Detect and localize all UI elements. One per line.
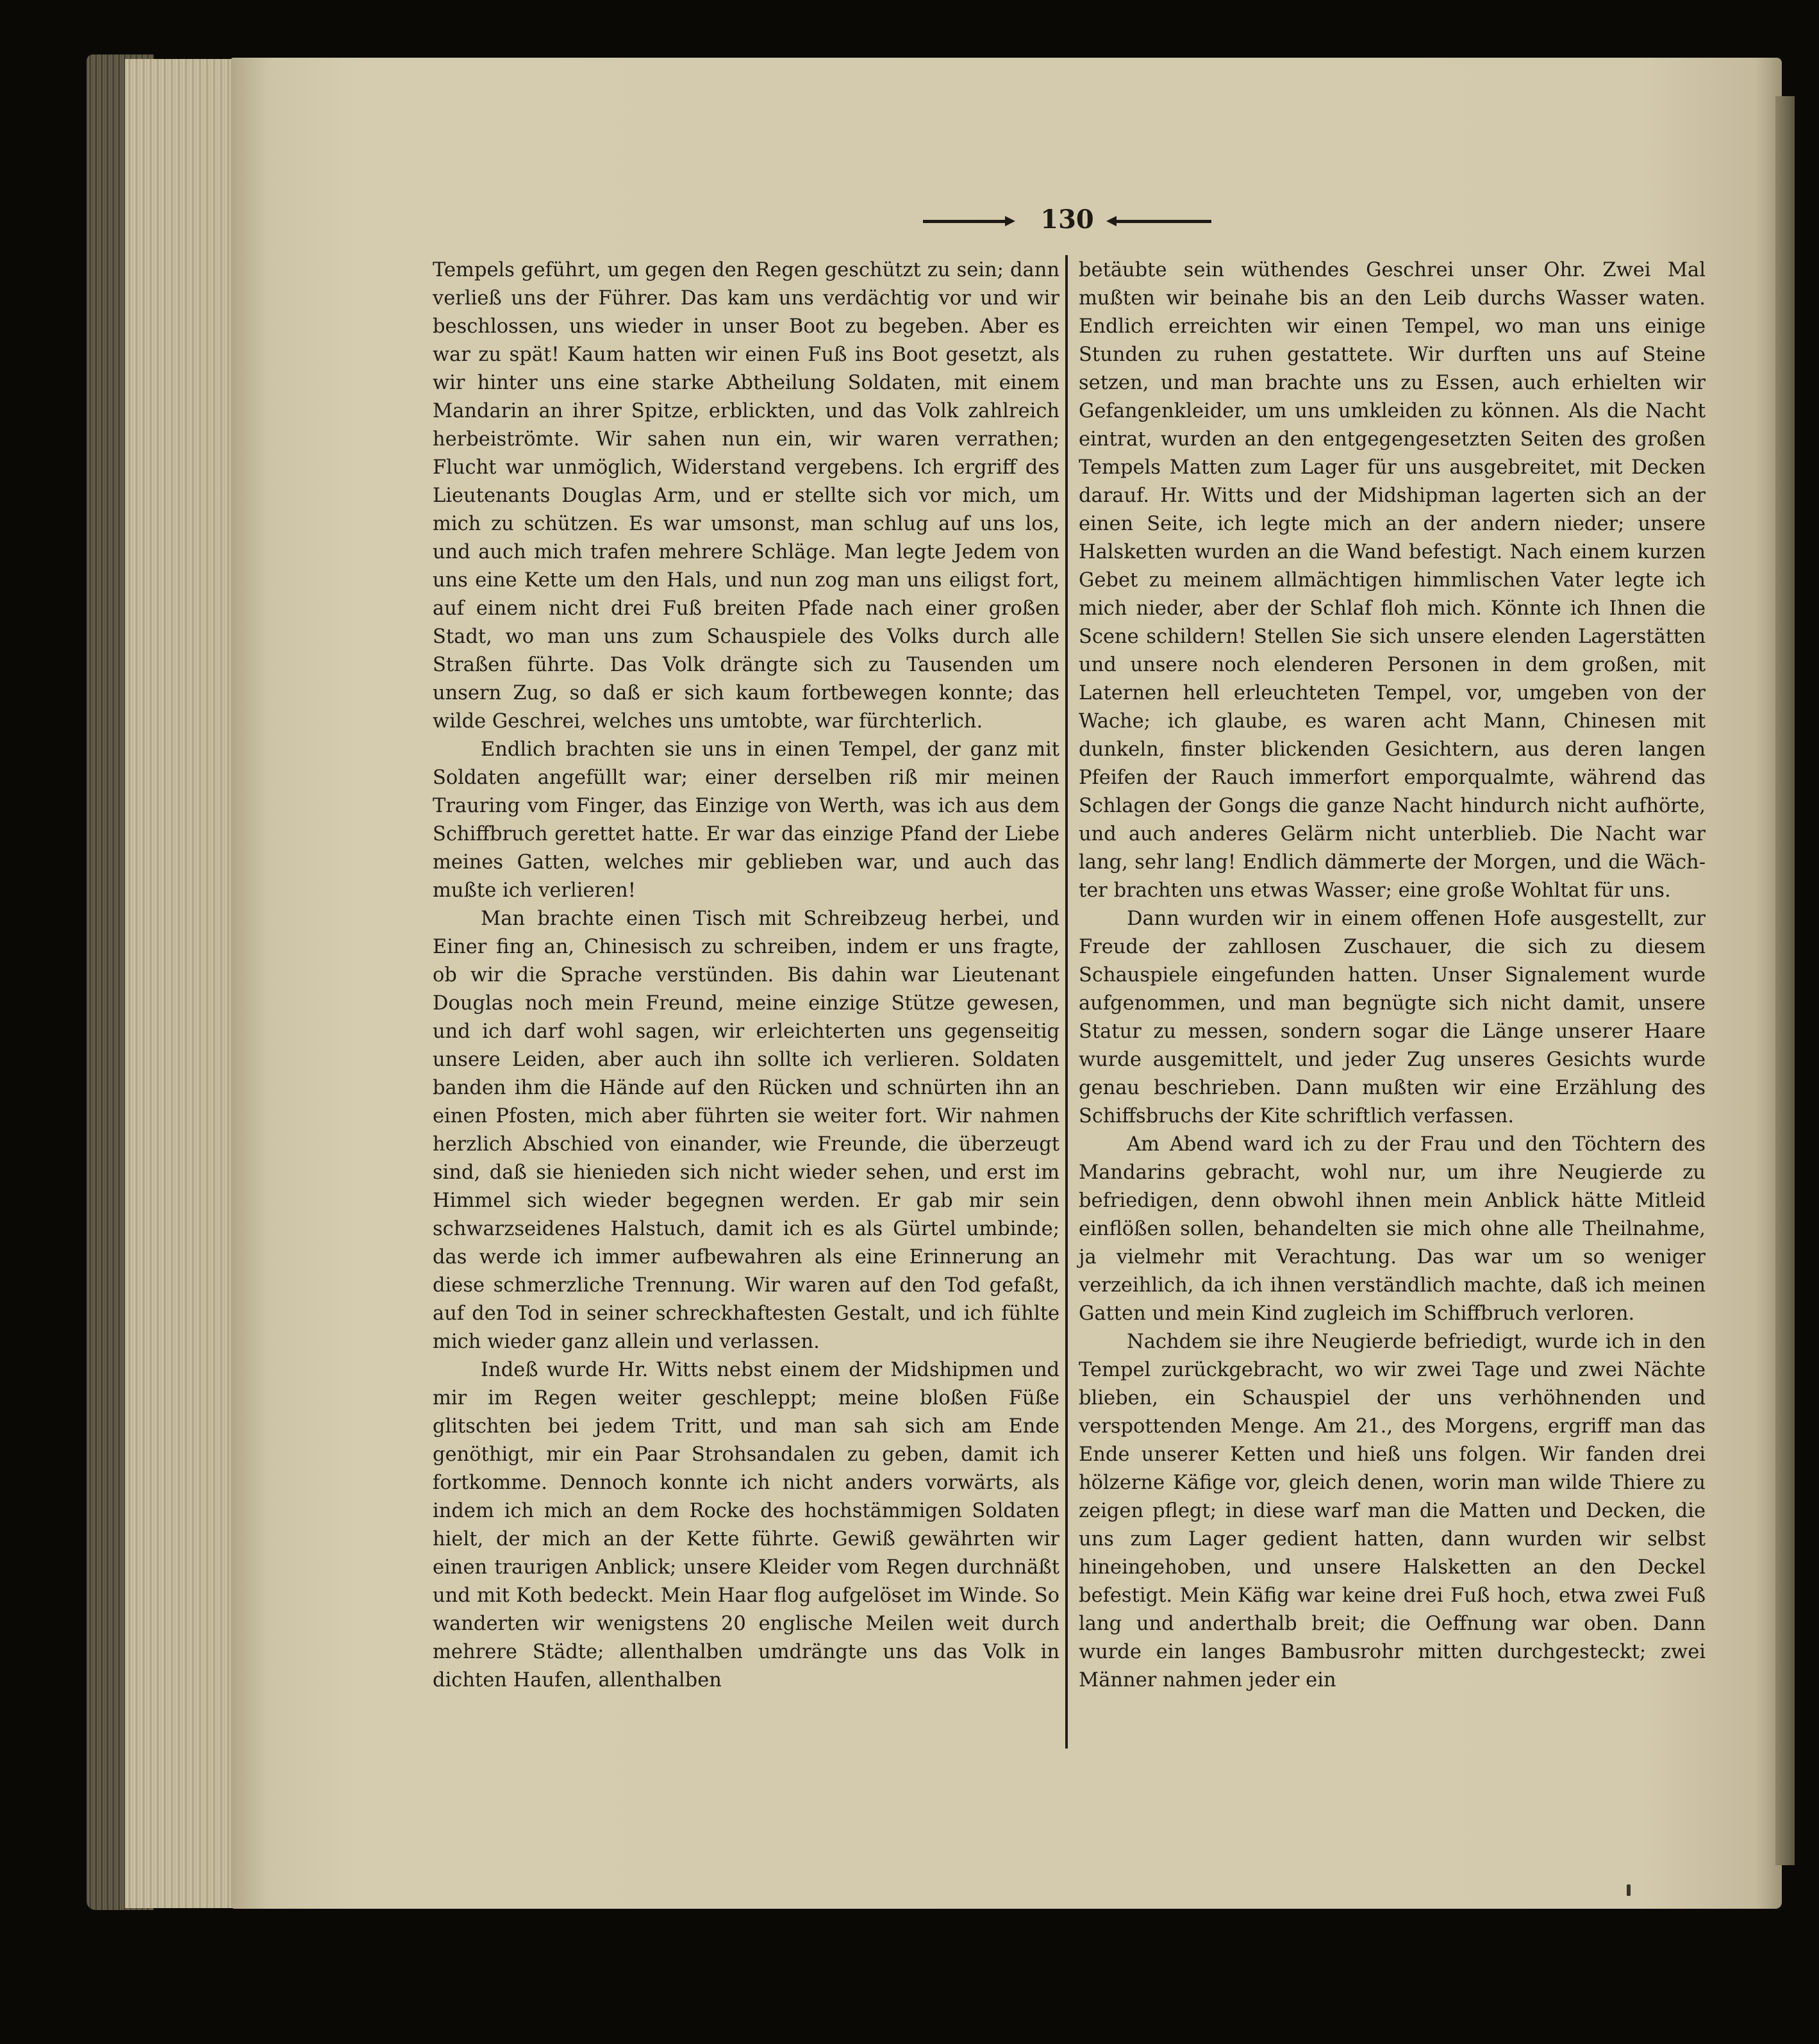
page-stack-edges (125, 59, 240, 1908)
right-text-column (1079, 256, 1706, 1769)
left-paragraph-1: Tempels geführt, um gegen den Regen geschützt zu sein; dann verließ uns der Führer. Das kam uns verdächtig vor und wir beschlossen, uns wieder in unser Boot zu begeben. Aber es war zu spät! Kaum hatten wir einen Fuß ins Boot gesetzt, als wir hinter uns eine starke Abtheilung Soldaten, mit einem Mandarin an ihrer Spitze, erblickten, und das Volk zahlreich herbeiströmte. Wir sahen nun ein, wir waren verrathen; Flucht war unmöglich, Widerstand vergebens. Ich ergriff des Lieutenants Douglas Arm, und er stellte sich vor mich, um mich zu schützen. Es war umsonst, man schlug auf uns los, und auch mich trafen mehrere Schläge. Man legte Jedem von uns eine Kette um den Hals, und nun zog man uns eiligst fort, auf einem nicht drei Fuß breiten Pfade nach einer großen Stadt, wo man uns zum Schauspiele des Volks durch alle Straßen führte. Das Volk drängte sich zu Tausenden um unsern Zug, so daß er sich kaum fortbewegen konnte; das wilde Geschrei, welches uns umtobte, war fürchterlich. (433, 259, 1059, 733)
ink-speck (1627, 1884, 1631, 1896)
left-paragraph-3: Man brachte einen Tisch mit Schreibzeug herbei, und Einer fing an, Chinesisch zu schreiben, indem er uns fragte, ob wir die Sprache verstünden. Bis dahin war Lieutenant Douglas noch mein Freund, meine einzige Stütze gewesen, und ich darf wohl sagen, wir erleichterten uns gegenseitig unsere Leiden, aber auch ihn sollte ich verlieren. Soldaten banden ihm die Hände auf den Rücken und schnürten ihn an einen Pfosten, mich aber führten sie weiter fort. Wir nahmen herzlich Abschied von einander, wie Freunde, die überzeugt sind, daß sie hienieden sich nicht wieder sehen, und erst im Himmel sich wieder begegnen werden. Er gab mir sein schwarzseidenes Halstuch, damit ich es als Gürtel umbinde; das werde ich immer aufbewahren als eine Erinnerung an diese schmerzliche Trennung. Wir waren auf den Tod gefaßt, auf den Tod in seiner schreckhaftesten Gestalt, und ich fühlte mich wieder ganz allein und verlassen. (433, 908, 1059, 1353)
left-text-column (433, 256, 1059, 1769)
right-paragraph-4: Nachdem sie ihre Neugierde befriedigt, wurde ich in den Tempel zurückgebracht, wo wir zwei Tage und zwei Nächte blieben, ein Schauspiel der uns verhöhnenden und verspottenden Menge. Am 21., des Morgens, ergriff man das Ende unserer Ketten und hieß uns folgen. Wir fanden drei hölzerne Käfige vor, gleich denen, worin man wilde Thiere zu zeigen pflegt; in diese warf man die Matten und Decken, die uns zum Lager gedient hatten, dann wurden wir selbst hineingehoben, und unsere Halsketten an den Deckel befestigt. Mein Käfig war keine drei Fuß hoch, etwa zwei Fuß lang und anderthalb breit; die Oeffnung war oben. Dann wurde ein langes Bambusrohr mitten durchgesteckt; zwei Männer nahmen jeder ein (1079, 1331, 1706, 1691)
right-paragraph-1: betäubte sein wüthendes Geschrei unser Ohr. Zwei Mal mußten wir beinahe bis an den Leib durchs Wasser waten. Endlich erreichten wir einen Tempel, wo man uns einige Stunden zu ruhen gestattete. Wir durften uns auf Steine setzen, und man brachte uns zu Essen, auch erhielten wir Gefangenkleider, um uns umkleiden zu können. Als die Nacht eintrat, wurden an den entgegengesetzten Seiten des großen Tempels Matten zum Lager für uns ausgebreitet, mit Decken darauf. Hr. Witts und der Midshipman lagerten sich an der einen Seite, ich legte mich an der andern nieder; unsere Halsketten wurden an die Wand befestigt. Nach einem kurzen Gebet zu meinem allmächtigen himmlischen Vater legte ich mich nieder, aber der Schlaf floh mich. Könnte ich Ihnen die Scene schildern! Stellen Sie sich unsere elenden Lagerstätten und unsere noch elenderen Personen in dem großen, mit Laternen hell erleuchteten Tempel, vor, umgeben von der Wache; ich glaube, es waren acht Mann, Chinesen mit dunkeln, finster blickenden Gesichtern, aus deren langen Pfeifen der Rauch immerfort emporqualmte, während das Schlagen der Gongs die ganze Nacht hindurch nicht aufhörte, und auch anderes Gelärm nicht unterblieb. Die Nacht war lang, sehr lang! Endlich dämmerte der Morgen, und die Wächter brachten uns etwas Wasser; eine große Wohltat für uns. (1079, 259, 1706, 902)
header-rule-left (923, 220, 1006, 223)
right-paragraph-2: Dann wurden wir in einem offenen Hofe ausgestellt, zur Freude der zahllosen Zuschauer, die sich zu diesem Schauspiele eingefunden hatten. Unser Signalement wurde aufgenommen, und man begnügte sich nicht damit, unsere Statur zu messen, sondern sogar die Länge unserer Haare wurde ausgemittelt, und jeder Zug unseres Gesichts wurde genau beschrieben. Dann mußten wir eine Erzählung des Schiffsbruchs der Kite schriftlich verfassen. (1079, 908, 1706, 1127)
left-paragraph-2: Endlich brachten sie uns in einen Tempel, der ganz mit Soldaten angefüllt war; einer derselben riß mir meinen Trauring vom Finger, das Einzige von Werth, was ich aus dem Schiffbruch gerettet hatte. Er war das einzige Pfand der Liebe meines Gatten, welches mir geblieben war, und auch das mußte ich verlieren! (433, 738, 1059, 902)
column-divider (1065, 255, 1068, 1749)
page-header (923, 202, 1231, 237)
right-paragraph-3: Am Abend ward ich zu der Frau und den Töchtern des Mandarins gebracht, wohl nur, um ihre Neugierde zu befriedigen, denn obwohl ihnen mein Anblick hätte Mitleid einflößen sollen, behandelten sie mich ohne alle Theilnahme, ja vielmehr mit Verachtung. Das war um so weniger verzeihlich, da ich ihnen verständlich machte, daß ich meinen Gatten und mein Kind zugleich im Schiffbruch verloren. (1079, 1133, 1706, 1325)
header-rule-right (1115, 220, 1211, 223)
left-paragraph-4: Indeß wurde Hr. Witts nebst einem der Midshipmen und mir im Regen weiter geschleppt; meine bloßen Füße glitschten bei jedem Tritt, und man sah sich am Ende genöthigt, mir ein Paar Strohsandalen zu geben, damit ich fortkomme. Dennoch konnte ich nicht anders vorwärts, als indem ich mich an dem Rocke des hochstämmigen Soldaten hielt, der mich an der Kette führte. Gewiß gewährten wir einen traurigen Anblick; unsere Kleider vom Regen durchnäßt und mit Koth bedeckt. Mein Haar flog aufgelöset im Winde. So wanderten wir wenigstens 20 englische Meilen weit durch mehrere Städte; allenthalben umdrängte uns das Volk in dichten Haufen, allenthalben (433, 1359, 1059, 1691)
page-right-shadow (1775, 96, 1795, 1865)
page-number: 130 (1040, 204, 1094, 235)
